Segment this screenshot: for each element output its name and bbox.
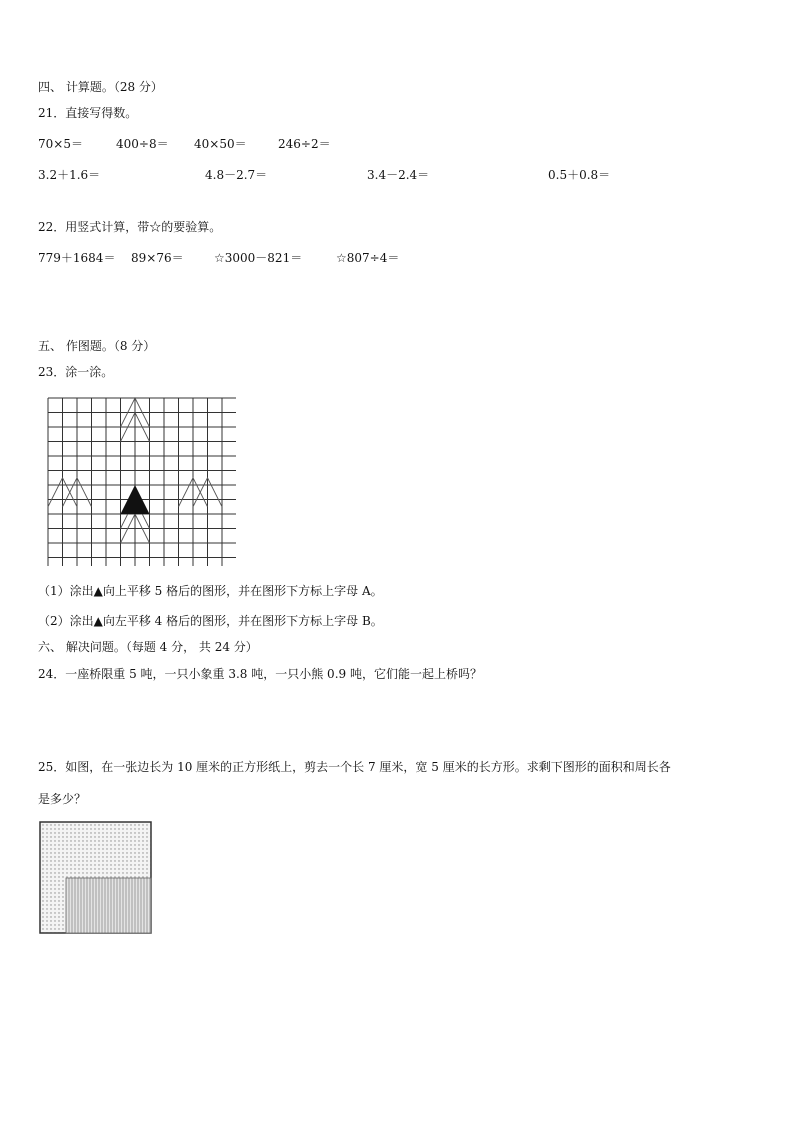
question-23-title: 23．涂一涂。 [38,365,114,379]
q21-item: 4.8－2.7＝ [205,168,268,182]
q23-sub-2: （2）涂出▲向左平移 4 格后的图形，并在图形下方标上字母 B。 [38,614,383,628]
cut-rectangle [66,878,151,933]
question-22-title: 22．用竖式计算，带☆的要验算。 [38,220,222,234]
q21-item: 246÷2＝ [278,137,331,151]
q21-item: 40×50＝ [194,137,247,151]
q22-item: ☆3000－821＝ [214,251,303,265]
q21-item: 70×5＝ [38,137,83,151]
q21-item: 400÷8＝ [116,137,169,151]
q22-item: 89×76＝ [131,251,184,265]
translation-grid [46,396,236,566]
q22-item: ☆807÷4＝ [336,251,400,265]
section-4-heading: 四、 计算题。（28 分） [38,80,163,94]
question-21-title: 21．直接写得数。 [38,106,138,120]
question-24-text: 24．一座桥限重 5 吨，一只小象重 3.8 吨，一只小熊 0.9 吨，它们能一起上桥吗？ [38,667,482,681]
q21-item: 3.2＋1.6＝ [38,168,101,182]
question-25-line-2: 是多少？ [38,792,87,806]
q21-item: 0.5＋0.8＝ [548,168,611,182]
section-6-heading: 六、 解决问题。（每题 4 分， 共 24 分） [38,640,258,654]
q22-item: 779＋1684＝ [38,251,116,265]
question-25-line-1: 25．如图，在一张边长为 10 厘米的正方形纸上，剪去一个长 7 厘米，宽 5 厘米的长方形。求剩下图形的面积和周长各 [38,760,671,774]
section-5-heading: 五、 作图题。（8 分） [38,339,156,353]
q23-sub-1: （1）涂出▲向上平移 5 格后的图形，并在图形下方标上字母 A。 [38,584,383,598]
q21-item: 3.4－2.4＝ [367,168,430,182]
square-paper-figure [38,820,154,936]
